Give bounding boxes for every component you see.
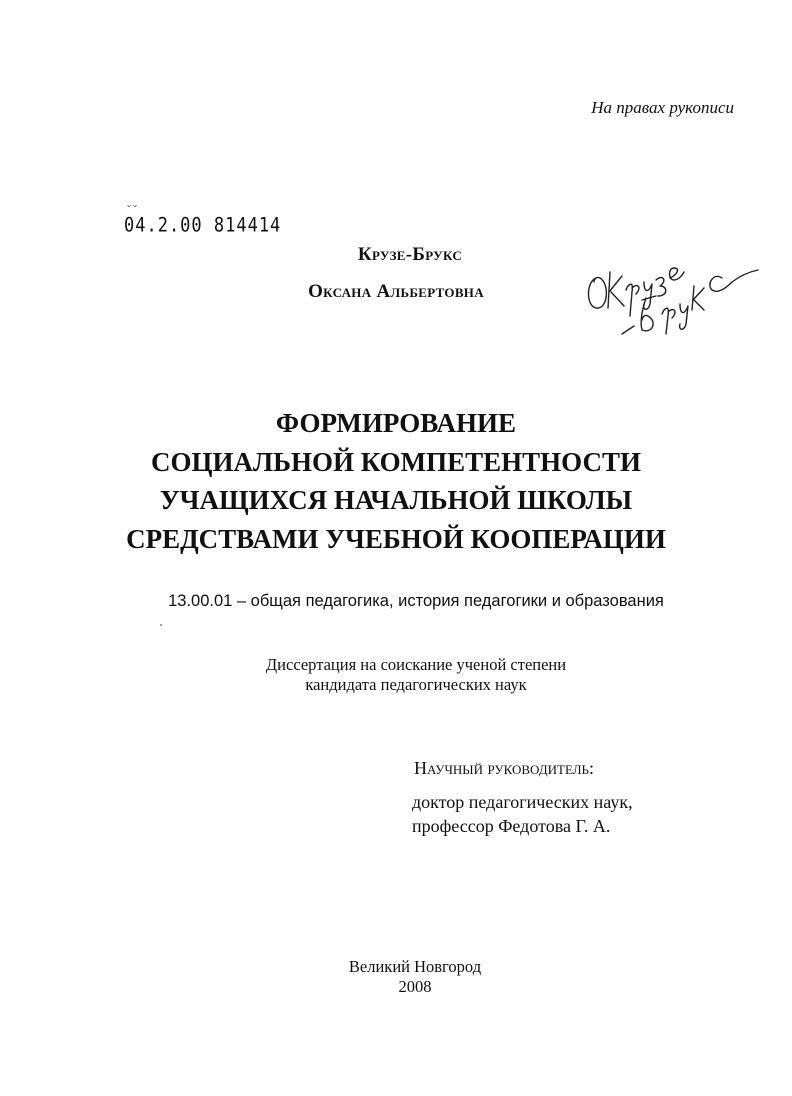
author-surname: Крузе-Брукс [357,244,463,265]
supervisor-label: Научный руководитель: [414,758,595,778]
city: Великий Новгород [348,957,482,976]
place-and-year [0,957,792,997]
library-stamp-number: 04.2.00 814414 [124,214,282,237]
scan-speck [160,624,162,626]
dissertation-title [0,404,792,558]
supervisor-degree: доктор педагогических наук, [412,792,633,812]
supervisor-info [412,790,633,838]
author-name: Оксана Альбертовна [308,281,484,302]
title-line: СРЕДСТВАМИ УЧЕБНОЙ КООПЕРАЦИИ [126,523,666,554]
title-line: ФОРМИРОВАНИЕ [275,408,517,438]
degree-statement [0,655,792,695]
stamp-marks: ˘˘ [126,205,139,216]
year: 2008 [398,977,432,996]
title-line: СОЦИАЛЬНОЙ КОМПЕТЕНТНОСТИ [151,446,641,477]
degree-line-2: кандидата педагогических наук [305,675,527,694]
degree-line-1: Диссертация на соискание ученой степени [265,655,567,674]
supervisor-name: профессор Федотова Г. А. [412,816,611,836]
rights-note: На правах рукописи [591,98,734,117]
title-line: УЧАЩИХСЯ НАЧАЛЬНОЙ ШКОЛЫ [159,485,633,515]
specialty-code: 13.00.01 – общая педагогика, история педагогики и образования [168,592,664,610]
handwritten-signature [582,238,762,348]
